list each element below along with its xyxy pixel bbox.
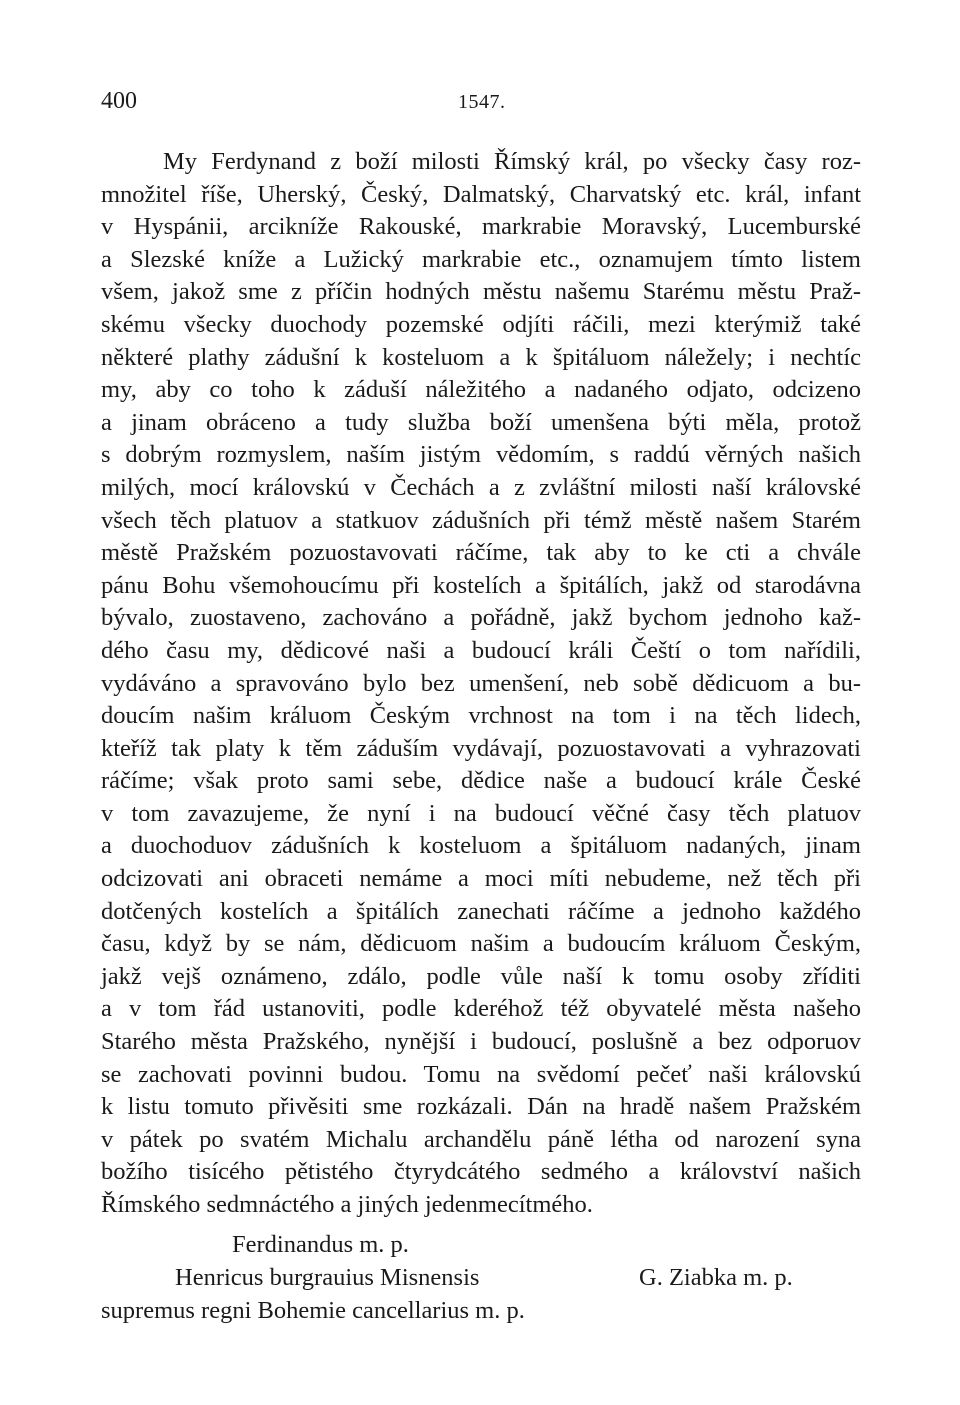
- text-line: v tom zavazujeme, že nyní i na budoucí věčné časy těch platuov: [101, 799, 861, 827]
- text-line: kteříž tak platy k těm záduším vydávají, pozuostavovati a vyhrazovati: [101, 734, 861, 762]
- text-line: doucím našim králuom Českým vrchnost na tom i na těch lidech,: [101, 702, 861, 730]
- text-line: a jinam obráceno a tudy služba boží umenšena býti měla, protož: [101, 408, 861, 436]
- text-line: vydáváno a spravováno bylo bez umenšení, neb sobě dědicuom a bu-: [101, 669, 861, 697]
- charter-text: [101, 146, 861, 1222]
- text-line: Starého města Pražského, nynější i budoucí, poslušně a bez odporuov: [101, 1028, 861, 1056]
- text-line: v pátek po svatém Michalu archandělu páně létha od narození syna: [101, 1125, 861, 1153]
- text-line: s dobrým rozmyslem, naším jistým vědomím, s raddú věrných našich: [101, 441, 861, 469]
- signature-block: [101, 1228, 861, 1327]
- text-line: ráčíme; však proto sami sebe, dědice naše a budoucí krále České: [101, 767, 861, 795]
- text-line: a Slezské kníže a Lužický markrabie etc., oznamujem tímto listem: [101, 245, 861, 273]
- signature-ziabka: G. Ziabka m. p.: [639, 1264, 793, 1291]
- text-line: milých, mocí královskú v Čechách a z zvláštní milosti naší královské: [101, 473, 861, 501]
- signature-row: [101, 1228, 861, 1261]
- text-line: Římského sedmnáctého a jiných jedenmecítmého.: [101, 1191, 593, 1218]
- signature-henricus: Henricus burgrauius Misnensis: [175, 1264, 480, 1291]
- text-line: bývalo, zuostaveno, zachováno a pořádně, jakž bychom jednoho kaž-: [101, 604, 861, 632]
- running-head-year: 1547.: [458, 91, 506, 113]
- text-line: odcizovati ani obraceti nemáme a moci míti nebudeme, než těch při: [101, 865, 861, 893]
- text-line: se zachovati povinni budou. Tomu na svědomí pečeť naši královskú: [101, 1060, 861, 1088]
- signature-cancellarius: supremus regni Bohemie cancellarius m. p.: [101, 1297, 525, 1324]
- page-number: 400: [101, 88, 137, 114]
- text-line: my, aby co toho k záduší náležitého a nadaného odjato, odcizeno: [101, 376, 861, 404]
- text-line: městě Pražském pozuostavovati ráčíme, tak aby to ke cti a chvále: [101, 539, 861, 567]
- signature-ferdinandus: Ferdinandus m. p.: [232, 1231, 409, 1258]
- text-line: a v tom řád ustanoviti, podle kderéhož též obyvatelé města našeho: [101, 995, 861, 1023]
- text-line: množitel říše, Uherský, Český, Dalmatský, Charvatský etc. král, infant: [101, 180, 861, 208]
- text-line: a duochoduov zádušních k kosteluom a špitáluom nadaných, jinam: [101, 832, 861, 860]
- text-line: v Hyspánii, arcikníže Rakouské, markrabie Moravský, Lucemburské: [101, 213, 861, 241]
- signature-row: [101, 1294, 861, 1327]
- text-line: dotčených kostelích a špitálích zanechati ráčíme a jednoho každého: [101, 897, 861, 925]
- text-line: některé plathy zádušní k kosteluom a k špitáluom náležely; i nechtíc: [101, 343, 861, 371]
- text-line: jakž vejš oznámeno, zdálo, podle vůle naší k tomu osoby zříditi: [101, 962, 861, 990]
- text-line: všem, jakož sme z příčin hodných městu našemu Starému městu Praž-: [101, 278, 861, 306]
- text-line: k listu tomuto přivěsiti sme rozkázali. Dán na hradě našem Pražském: [101, 1093, 861, 1121]
- text-line: všech těch platuov a statkuov zádušních při témž městě našem Starém: [101, 506, 861, 534]
- signature-row: [101, 1261, 861, 1294]
- text-line: pánu Bohu všemohoucímu při kostelích a špitálích, jakž od starodávna: [101, 571, 861, 599]
- text-line: My Ferdynand z boží milosti Římský král, po všecky časy roz-: [163, 148, 861, 175]
- text-line: dého času my, dědicové naši a budoucí králi Čeští o tom nařídili,: [101, 636, 861, 664]
- text-line: času, když by se nám, dědicuom našim a budoucím králuom Českým,: [101, 930, 861, 958]
- text-line: skému všecky duochody pozemské odjíti ráčili, mezi kterýmiž také: [101, 310, 861, 338]
- text-line: božího tisícého pětistého čtyrydcátého sedmého a království našich: [101, 1158, 861, 1186]
